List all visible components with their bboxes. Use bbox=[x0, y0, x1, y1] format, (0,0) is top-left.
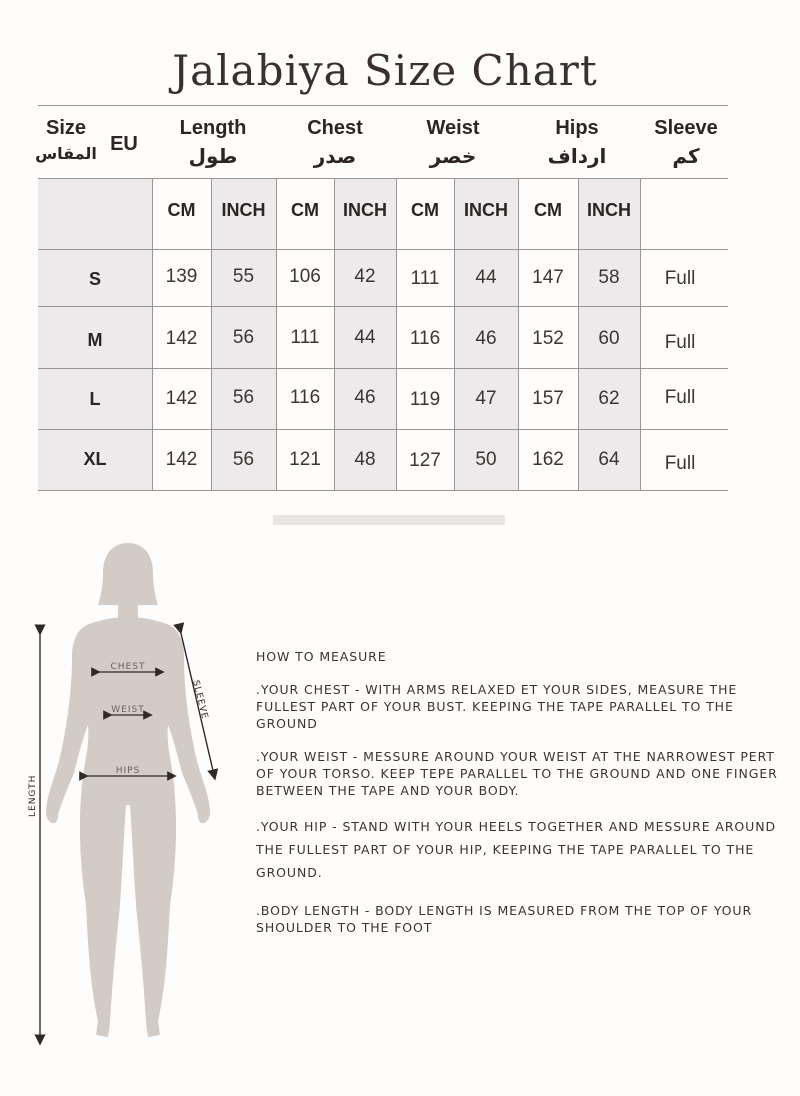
unit-cm: CM bbox=[411, 200, 439, 220]
table-cell: 142 bbox=[165, 449, 198, 470]
table-cell: 55 bbox=[232, 266, 255, 287]
how-heading: HOW TO MEASURE bbox=[256, 649, 387, 664]
table-cell: 111 bbox=[290, 327, 320, 348]
header-hips-label: Hips bbox=[555, 117, 599, 139]
length-label: LENGTH bbox=[28, 774, 38, 817]
table-rule bbox=[38, 306, 728, 307]
header-length-label: Length bbox=[179, 117, 247, 139]
unit-cm: CM bbox=[291, 200, 319, 220]
header-sleeve bbox=[640, 117, 732, 169]
hips-label: HIPS bbox=[115, 766, 141, 776]
row-size-label: M bbox=[87, 330, 103, 350]
unit-inch: INCH bbox=[343, 200, 387, 220]
sleeve-cell: Full bbox=[664, 387, 696, 408]
table-cell: 147 bbox=[532, 267, 564, 288]
table-cell: 44 bbox=[475, 267, 497, 288]
unit-inch: INCH bbox=[221, 200, 266, 220]
page-title: Jalabiya Size Chart bbox=[172, 46, 598, 95]
table-cell: 64 bbox=[598, 449, 620, 470]
table-cell: 119 bbox=[409, 389, 441, 410]
sleeve-cell: Full bbox=[664, 268, 696, 289]
header-sleeve-arabic: كم bbox=[672, 146, 700, 168]
how-hip: .YOUR HIP - STAND WITH YOUR HEELS TOGETHER AND MESSURE AROUND THE FULLEST PART OF YOUR HIP, KEEPING THE TAPE PARALLEL TO THE GROUND. bbox=[256, 819, 776, 880]
chest-label: CHEST bbox=[110, 662, 146, 672]
how-chest: .YOUR CHEST - WITH ARMS RELAXED ET YOUR SIDES, MEASURE THE FULLEST PART OF YOUR BUST. KEEPING THE TAPE PARALLEL TO THE GROUND bbox=[256, 682, 738, 731]
header-weist-label: Weist bbox=[426, 117, 480, 139]
table-cell: 111 bbox=[410, 268, 440, 289]
table-cell: 46 bbox=[475, 328, 497, 349]
header-hips-arabic: ارداف bbox=[547, 146, 607, 168]
table-cell: 56 bbox=[232, 449, 255, 470]
table-rule bbox=[38, 368, 728, 369]
table-cell: 42 bbox=[354, 266, 376, 287]
header-hips bbox=[532, 117, 622, 169]
table-cell: 152 bbox=[532, 328, 564, 349]
header-chest-label: Chest bbox=[307, 117, 363, 139]
header-eu: EU bbox=[110, 133, 138, 155]
table-cell: 47 bbox=[475, 388, 497, 409]
table-cell: 116 bbox=[289, 387, 321, 408]
sleeve-cell: Full bbox=[664, 453, 696, 474]
header-chest bbox=[290, 117, 380, 169]
table-cell: 162 bbox=[532, 449, 564, 470]
row-size-label: XL bbox=[83, 449, 107, 469]
header-sleeve-label: Sleeve bbox=[654, 117, 718, 139]
how-length: .BODY LENGTH - BODY LENGTH IS MEASURED FROM THE TOP OF YOUR SHOULDER TO THE FOOT bbox=[256, 903, 753, 935]
header-weist bbox=[408, 117, 498, 169]
title-divider bbox=[38, 105, 728, 106]
how-to-measure bbox=[256, 648, 796, 936]
table-cell: 48 bbox=[354, 449, 376, 470]
sleeve-cell: Full bbox=[664, 332, 696, 353]
row-size-label: S bbox=[88, 269, 101, 289]
table-cell: 56 bbox=[232, 327, 255, 348]
header-length bbox=[168, 117, 258, 169]
table-rule bbox=[38, 429, 728, 430]
table-cell: 106 bbox=[289, 266, 321, 287]
header-size-arabic: المقاس bbox=[35, 146, 97, 163]
separator-bar bbox=[273, 515, 505, 525]
body-silhouette bbox=[46, 543, 210, 1037]
header-weist-arabic: خصر bbox=[429, 146, 477, 168]
table-cell: 58 bbox=[598, 267, 620, 288]
unit-cm: CM bbox=[534, 200, 562, 220]
header-length-arabic: طول bbox=[188, 146, 238, 168]
table-cell: 121 bbox=[289, 449, 321, 470]
unit-inch: INCH bbox=[587, 200, 631, 220]
sleeve-label: SLEEVE bbox=[190, 679, 210, 721]
unit-inch: INCH bbox=[464, 200, 508, 220]
table-cell: 62 bbox=[598, 388, 620, 409]
table-rule bbox=[38, 490, 728, 491]
table-cell: 142 bbox=[165, 328, 198, 349]
table-cell: 56 bbox=[232, 387, 255, 408]
table-cell: 46 bbox=[354, 387, 376, 408]
table-cell: 50 bbox=[475, 449, 497, 470]
how-weist: .YOUR WEIST - MESSURE AROUND YOUR WEIST AT THE NARROWEST PERT OF YOUR TORSO. KEEP TEPE PARALLEL TO THE GROUND AND ONE FINGER BETWEEN THE TAPE AND YOUR BODY. bbox=[256, 749, 778, 798]
row-size-label: L bbox=[89, 389, 101, 409]
table-cell: 44 bbox=[354, 327, 376, 348]
header-size-label: Size bbox=[45, 117, 87, 139]
header-size bbox=[30, 117, 102, 164]
table-cell: 116 bbox=[409, 328, 441, 349]
unit-cm: CM bbox=[167, 200, 196, 220]
header-chest-arabic: صدر bbox=[313, 146, 357, 168]
table-cell: 60 bbox=[598, 328, 620, 349]
table-cell: 127 bbox=[409, 450, 441, 471]
weist-label: WEIST bbox=[111, 705, 145, 715]
table-cell: 142 bbox=[165, 388, 198, 409]
table-cell: 139 bbox=[165, 266, 198, 287]
body-figure bbox=[0, 535, 240, 1055]
table-cell: 157 bbox=[532, 388, 564, 409]
table-rule bbox=[38, 249, 728, 250]
